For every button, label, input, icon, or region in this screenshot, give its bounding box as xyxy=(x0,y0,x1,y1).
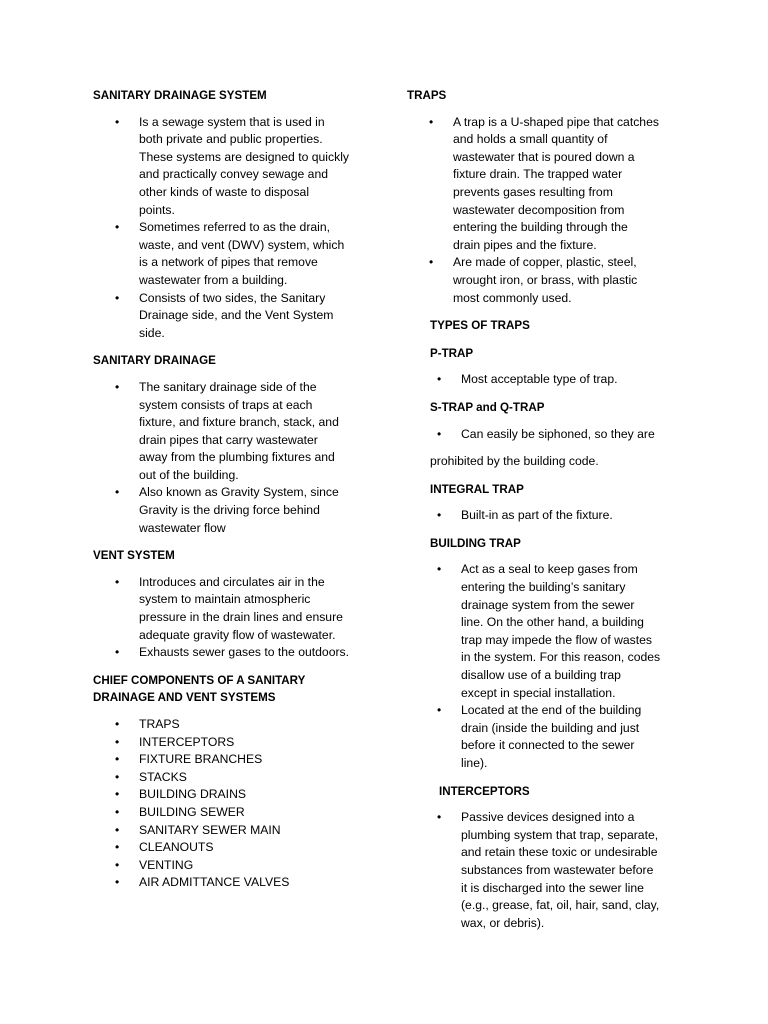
bullet-icon: • xyxy=(115,220,120,235)
bullet-icon: • xyxy=(437,426,442,441)
list-item: • Passive devices designed into a plumbing system that trap, separate, and retain these toxic or undesirable substances from wastewater before it is discharged into the sewer line (e.g., grease, fat, oil, hair, sand, clay, wax, or debris). xyxy=(437,810,660,930)
section-heading-s-trap-q-trap: S-TRAP and Q-TRAP xyxy=(430,400,545,414)
bullet-icon: • xyxy=(115,645,120,660)
integral-trap-list xyxy=(430,507,707,525)
traps-list xyxy=(407,114,707,308)
bullet-icon: • xyxy=(437,703,442,718)
bullet-icon: • xyxy=(115,822,120,837)
list-item: • Consists of two sides, the Sanitary Drainage side, and the Vent System side. xyxy=(115,290,334,340)
section-heading-types-of-traps: TYPES OF TRAPS xyxy=(430,319,530,333)
bullet-icon: • xyxy=(115,114,120,129)
sanitary-drainage-list xyxy=(93,379,383,537)
types-of-traps-block xyxy=(407,317,707,932)
list-item: • VENTING xyxy=(139,857,383,875)
list-item: • CLEANOUTS xyxy=(139,839,383,857)
left-column xyxy=(93,87,383,892)
interceptors-list xyxy=(430,809,707,932)
right-column xyxy=(407,87,707,932)
bullet-icon: • xyxy=(115,752,120,767)
list-item: • Located at the end of the building drain (inside the building and just before it connected to the sewer line). xyxy=(437,703,642,770)
list-item: • FIXTURE BRANCHES xyxy=(139,751,383,769)
section-heading-integral-trap: INTEGRAL TRAP xyxy=(430,482,524,496)
section-heading-interceptors: INTERCEPTORS xyxy=(439,784,530,798)
list-item: • Act as a seal to keep gases from entering the building’s sanitary drainage system from the sewer line. On the other hand, a building trap may impede the flow of wastes in the system. For this reason, codes disallow use of a building trap except in special installation. xyxy=(437,562,661,700)
list-item: • TRAPS xyxy=(139,716,383,734)
bullet-icon: • xyxy=(115,574,120,589)
bullet-icon: • xyxy=(115,734,120,749)
bullet-icon: • xyxy=(437,562,442,577)
list-item: • BUILDING SEWER xyxy=(139,804,383,822)
bullet-icon: • xyxy=(429,255,434,270)
list-item: • Are made of copper, plastic, steel, wrought iron, or brass, with plastic most commonly used. xyxy=(429,255,638,305)
list-item: • Is a sewage system that is used in both private and public properties. These systems are designed to quickly and practically convey sewage and other kinds of waste to disposal points. xyxy=(115,114,349,217)
bullet-icon: • xyxy=(437,372,442,387)
bullet-icon: • xyxy=(115,717,120,731)
bullet-icon: • xyxy=(115,857,120,872)
list-item: • Built-in as part of the fixture. xyxy=(461,507,707,525)
section-heading-p-trap: P-TRAP xyxy=(430,346,474,360)
list-item: • AIR ADMITTANCE VALVES xyxy=(139,874,383,892)
list-item: • Exhausts sewer gases to the outdoors. xyxy=(139,644,383,662)
bullet-icon: • xyxy=(437,810,442,825)
bullet-icon: • xyxy=(115,769,120,784)
list-item: • Sometimes referred to as the drain, waste, and vent (DWV) system, which is a network of pipes that remove wastewater from a building. xyxy=(115,220,345,287)
chief-components-list xyxy=(93,716,383,892)
section-heading-traps: TRAPS xyxy=(407,89,447,102)
list-item: • SANITARY SEWER MAIN xyxy=(139,822,383,840)
section-heading-sanitary-drainage: SANITARY DRAINAGE xyxy=(93,354,216,368)
bullet-icon: • xyxy=(115,875,120,890)
list-item: • Most acceptable type of trap. xyxy=(461,371,707,389)
p-trap-list xyxy=(430,371,707,389)
bullet-icon: • xyxy=(115,840,120,855)
section-heading-vent-system: VENT SYSTEM xyxy=(93,549,175,563)
bullet-icon: • xyxy=(115,290,120,305)
section-heading-chief-components: CHIEF COMPONENTS OF A SANITARY DRAINAGE AND VENT SYSTEMS xyxy=(93,673,306,705)
list-item: • Also known as Gravity System, since Gravity is the driving force behind wastewater flow xyxy=(115,485,339,535)
section-heading-building-trap: BUILDING TRAP xyxy=(430,536,521,550)
bullet-icon: • xyxy=(115,485,120,500)
section-heading-sanitary-drainage-system: SANITARY DRAINAGE SYSTEM xyxy=(93,89,267,102)
s-trap-continuation: prohibited by the building code. xyxy=(430,454,599,469)
list-item: • Introduces and circulates air in the system to maintain atmospheric pressure in the drain lines and ensure adequate gravity flow of wastewater. xyxy=(115,574,343,642)
vent-system-list xyxy=(93,574,383,662)
s-trap-list xyxy=(430,426,707,444)
list-item: • The sanitary drainage side of the system consists of traps at each fixture, and fixture branch, stack, and drain pipes that carry wastewater away from the plumbing fixtures and out of the building. xyxy=(115,379,339,482)
bullet-icon: • xyxy=(115,804,120,819)
list-item: • STACKS xyxy=(139,769,383,787)
bullet-icon: • xyxy=(429,114,434,129)
list-item: • INTERCEPTORS xyxy=(139,734,383,752)
bullet-icon: • xyxy=(115,379,120,394)
building-trap-list xyxy=(430,561,707,772)
bullet-icon: • xyxy=(437,508,442,523)
bullet-icon: • xyxy=(115,787,120,802)
list-item: • BUILDING DRAINS xyxy=(139,786,383,804)
sanitary-drainage-system-list xyxy=(93,114,383,343)
list-item: • Can easily be siphoned, so they are xyxy=(461,426,707,444)
list-item: • A trap is a U-shaped pipe that catches and holds a small quantity of wastewater that is poured down a fixture drain. The trapped water prevents gases resulting from wastewater decomposition from entering the building through the drain pipes and the fixture. xyxy=(429,114,659,252)
